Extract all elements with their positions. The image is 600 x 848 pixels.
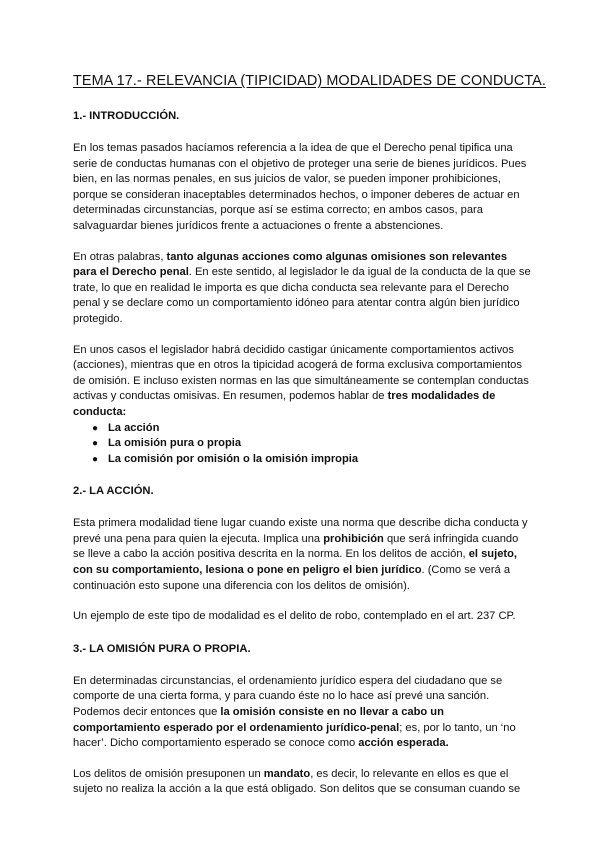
paragraph: En unos casos el legislador habrá decidido castigar únicamente comportamientos activos (acciones), mientras que en otros la tipicidad acogerá de forma exclusiva comportamientos de omisión. E incluso existen normas en las que simultáneamente se contemplan conductas activas y conductas omisivas. En resumen, podemos hablar de tres modalidades de conducta:: [73, 343, 529, 418]
paragraph: En los temas pasados hacíamos referencia a la idea de que el Derecho penal tipifica una serie de conductas humanas con el objetivo de proteger una serie de bienes jurídicos. Pues bien, en las normas penales, en sus juicios de valor, se pueden imponer prohibiciones, porque se consideran inaceptables determinados hechos, o imponer deberes de actuar en determinadas circunstancias, porque así se estima correcto; en ambos casos, para salvaguardar bienes jurídicos frente a actuaciones o frente a abstenciones.: [73, 142, 527, 232]
list-item: ● La acción: [92, 421, 531, 437]
list-item: ● La comisión por omisión o la omisión impropia: [92, 452, 531, 468]
paragraph: Los delitos de omisión presuponen un mandato, es decir, lo relevante en ellos es que el sujeto no realiza la acción a la que está obligado. Son delitos que se consuman cuando se: [73, 767, 521, 796]
page-title: TEMA 17.- RELEVANCIA (TIPICIDAD) MODALIDADES DE CONDUCTA.: [73, 73, 546, 89]
paragraph: En determinadas circunstancias, el ordenamiento jurídico espera del ciudadano que se comporte de una cierta forma, y para cuando éste no lo hace así prevé una sanción. Podemos decir entonces que la omisión consiste en no llevar a cabo un comportamiento esperado por el ordenamiento jurídico-penal; es, por lo tanto, un ‘no hacer’. Dicho comportamiento esperado se conoce como acción esperada.: [73, 674, 516, 750]
bold-emphasis: prohibición: [323, 532, 384, 545]
bold-emphasis: acción esperada.: [358, 737, 449, 750]
section-heading-introduccion: 1.- INTRODUCCIÓN.: [73, 110, 180, 122]
section-heading-accion: 2.- LA ACCIÓN.: [73, 485, 154, 498]
list-item: ● La omisión pura o propia: [92, 436, 531, 452]
bold-emphasis: tres modalidades de conducta:: [73, 390, 496, 418]
section-heading-omision: 3.- LA OMISIÓN PURA O PROPIA.: [73, 642, 251, 655]
bold-emphasis: el sujeto, con su comportamiento, lesiona o pone en peligro el bien jurídico: [73, 548, 518, 577]
bold-emphasis: mandato: [263, 767, 311, 780]
modalities-list: [73, 421, 531, 468]
bullet-icon: ●: [92, 453, 99, 465]
paragraph: Un ejemplo de este tipo de modalidad es el delito de robo, contemplado en el art. 237 CP.: [73, 610, 516, 623]
paragraph: En otras palabras, tanto algunas acciones como algunas omisiones son relevantes para el Derecho penal. En este sentido, al legislador le da igual de la conducta de la que se trate, lo que en realidad le importa es que dicha conducta sea relevante para el Derecho penal y se declare como un comportamiento idóneo para atentar contra algún bien jurídico protegido.: [73, 250, 531, 325]
bold-emphasis: tanto algunas acciones como algunas omisiones son relevantes para el Derecho penal: [73, 250, 508, 279]
bullet-icon: ●: [92, 438, 99, 450]
bold-emphasis: la omisión consiste en no llevar a cabo un comportamiento esperado por el ordenamiento jurídico-penal: [73, 706, 444, 734]
document-body: [73, 72, 546, 798]
bullet-icon: ●: [92, 422, 99, 434]
paragraph: Esta primera modalidad tiene lugar cuando existe una norma que describe dicha conducta y prevé una pena para quien la ejecuta. Implica una prohibición que será infringida cuando se lleve a cabo la acción positiva descrita en la norma. En los delitos de acción, el sujeto, con su comportamiento, lesiona o pone en peligro el bien jurídico. (Como se verá a continuación esto supone una diferencia con los delitos de omisión).: [73, 517, 528, 592]
